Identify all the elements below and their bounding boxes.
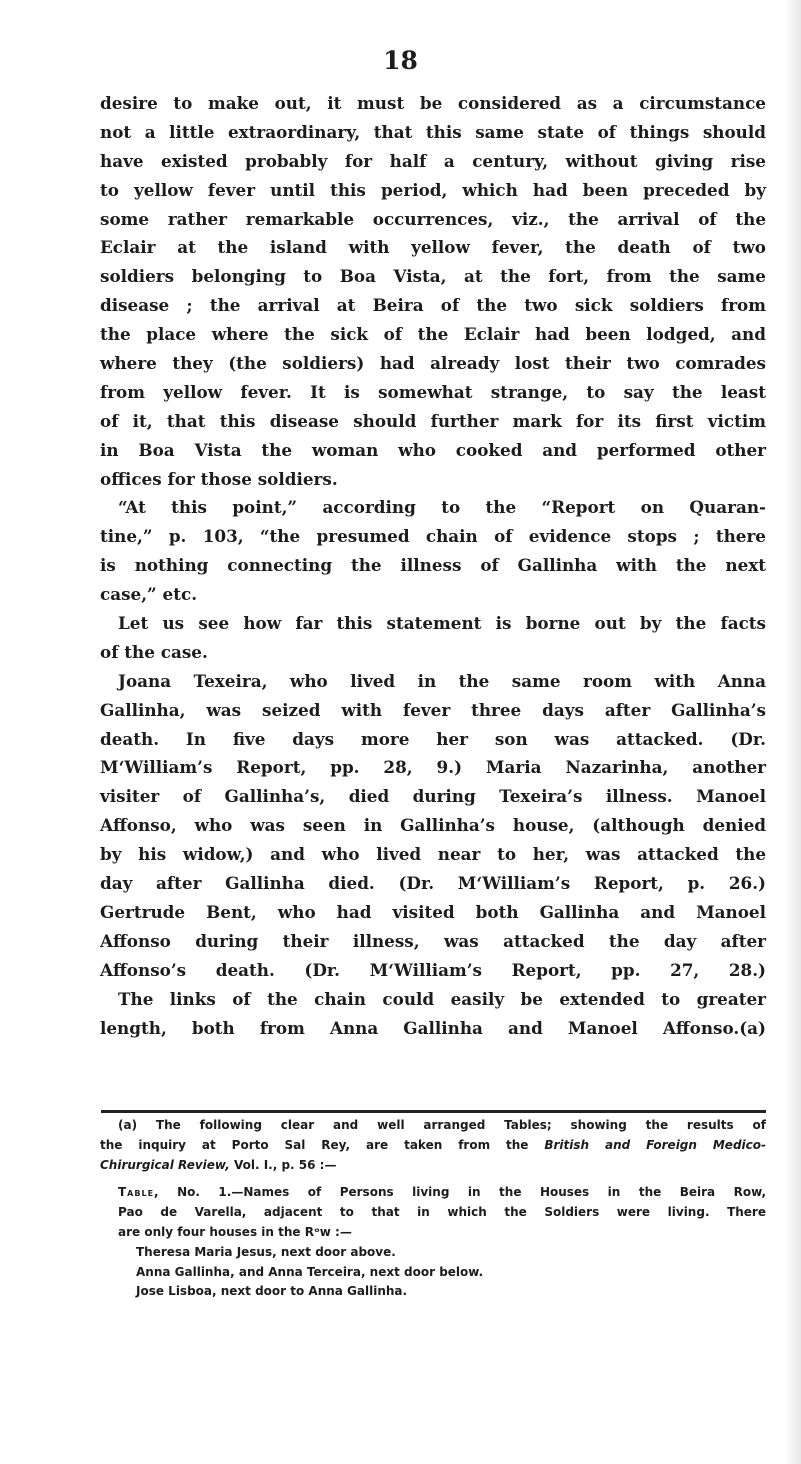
footnote-journal-title: British and Foreign Medico- xyxy=(544,1137,766,1152)
footnote-line: are only four houses in the Rᵒw :— xyxy=(118,1224,352,1239)
footnote-text: Vol. I., p. 56 :— xyxy=(233,1157,337,1172)
text-line: offices for those soldiers. xyxy=(100,468,338,489)
text-line: case,” etc. xyxy=(100,584,198,605)
text-line: some rather remarkable occurrences, viz., the arrival of the xyxy=(100,208,766,229)
footnote-block xyxy=(100,1116,766,1302)
footnote-line xyxy=(100,1156,766,1176)
text-line: of the case. xyxy=(100,641,208,662)
footnote-text: , No. 1.—Names of Persons living in the Houses in the Beira Row, xyxy=(154,1185,766,1200)
text-line: soldiers belonging to Boa Vista, at the fort, from the same xyxy=(100,266,766,287)
text-line: desire to make out, it must be considered as a circumstance xyxy=(100,93,766,113)
footnote-line xyxy=(100,1136,766,1156)
footnote-line: Anna Gallinha, and Anna Terceira, next door below. xyxy=(136,1264,484,1279)
text-line: The links of the chain could easily be extended to greater xyxy=(118,988,766,1009)
footnote-line: Theresa Maria Jesus, next door above. xyxy=(136,1244,396,1259)
text-line: Joana Texeira, who lived in the same room with Anna xyxy=(118,670,766,691)
text-line: the place where the sick of the Eclair had been lodged, and xyxy=(100,324,766,345)
text-line: day after Gallinha died. (Dr. M‘William’s Report, p. 26.) xyxy=(100,873,766,894)
table-label: Table xyxy=(118,1185,155,1200)
text-line: in Boa Vista the woman who cooked and performed other xyxy=(100,439,766,460)
footnote-line: (a) The following clear and well arranged Tables; showing the results of xyxy=(118,1118,766,1132)
text-line: Affonso, who was seen in Gallinha’s house, (although denied xyxy=(100,815,766,836)
text-line: visiter of Gallinha’s, died during Texeira’s illness. Manoel xyxy=(100,786,766,807)
text-line: tine,” p. 103, “the presumed chain of evidence stops ; there xyxy=(100,526,766,547)
page-number: 18 xyxy=(383,46,418,75)
text-line: disease ; the arrival at Beira of the two sick soldiers from xyxy=(100,295,766,316)
text-line: by his widow,) and who lived near to her, was attacked the xyxy=(100,844,766,865)
text-line: M‘William’s Report, pp. 28, 9.) Maria Nazarinha, another xyxy=(100,757,766,778)
text-line: length, both from Anna Gallinha and Manoel Affonso.(a) xyxy=(100,1017,766,1038)
footnote-line xyxy=(100,1183,766,1203)
text-line: of it, that this disease should further mark for its first victim xyxy=(100,410,766,431)
text-line: Eclair at the island with yellow fever, the death of two xyxy=(100,237,766,258)
footnote-text: the inquiry at Porto Sal Rey, are taken from the xyxy=(100,1137,529,1152)
text-line: Affonso’s death. (Dr. M‘William’s Report, pp. 27, 28.) xyxy=(100,959,766,980)
text-line: Affonso during their illness, was attacked the day after xyxy=(100,930,766,951)
text-line: from yellow fever. It is somewhat strange, to say the least xyxy=(100,381,766,402)
text-line: death. In five days more her son was attacked. (Dr. xyxy=(100,728,766,749)
text-line: Gallinha, was seized with fever three days after Gallinha’s xyxy=(100,699,766,720)
footnote-journal-title: Chirurgical Review, xyxy=(100,1157,230,1172)
text-line: where they (the soldiers) had already lost their two comrades xyxy=(100,353,766,374)
main-text-block xyxy=(100,89,766,1042)
text-line: is nothing connecting the illness of Gallinha with the next xyxy=(100,555,766,576)
footnote-spacer xyxy=(100,1175,766,1183)
text-line: “At this point,” according to the “Report on Quaran- xyxy=(118,497,766,518)
footnote-divider xyxy=(101,1110,766,1113)
footnote-line: Jose Lisboa, next door to Anna Gallinha. xyxy=(136,1284,408,1299)
text-line: to yellow fever until this period, which had been preceded by xyxy=(100,179,766,200)
text-line: have existed probably for half a century, without giving rise xyxy=(100,150,766,171)
text-line: not a little extraordinary, that this same state of things should xyxy=(100,121,766,142)
text-line: Let us see how far this statement is borne out by the facts xyxy=(118,613,766,634)
page-edge-shadow xyxy=(785,0,801,1464)
text-line: Gertrude Bent, who had visited both Gallinha and Manoel xyxy=(100,901,766,922)
footnote-line: Pao de Varella, adjacent to that in which the Soldiers were living. There xyxy=(118,1205,766,1220)
